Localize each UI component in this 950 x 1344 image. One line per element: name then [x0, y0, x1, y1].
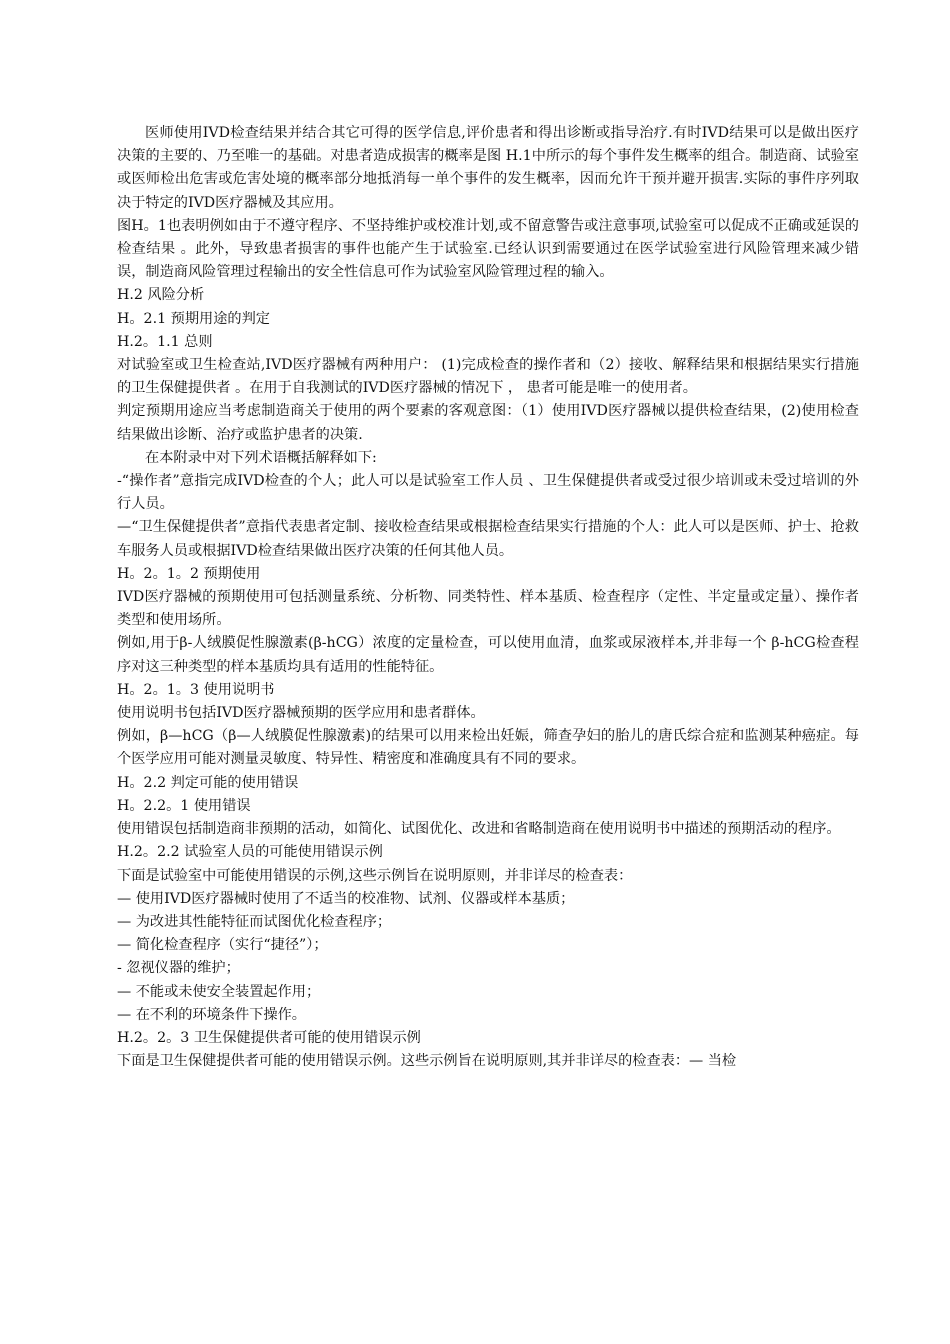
paragraph-provider-errors-intro: 下面是卫生保健提供者可能的使用错误示例。这些示例旨在说明原则,其并非详尽的检查表：— 当检 [117, 1053, 737, 1070]
paragraph-intended-use-elements: 判定预期用途应当考虑制造商关于使用的两个要素的客观意图：（1）使用IVD医疗器械以提供检查结果，(2)使用检查结果做出诊断、治疗或监护患者的决策. [117, 403, 859, 443]
heading-h2-2-use-errors: H。2.2 判定可能的使用错误 [117, 774, 299, 791]
list-item-optimize-procedure: — 为改进其性能特征而试图优化检查程序； [117, 913, 392, 930]
heading-h2-1-3-instructions: H。2。1。3 使用说明书 [117, 681, 275, 698]
list-item-ignore-maintenance: - 忽视仪器的维护； [117, 960, 240, 977]
paragraph-hcg-example: 例如,用于β-人绒膜促性腺激素(β-hCG）浓度的定量检查，可以使用血清，血浆或尿液样本,并非每一个 β-hCG检查程序对这三种类型的样本基质均具有适用的性能特征。 [117, 635, 859, 675]
heading-h2-2-2-lab-errors: H.2。2.2 试验室人员的可能使用错误示例 [117, 844, 383, 861]
paragraph-term-operator: -“操作者”意指完成IVD检查的个人；此人可以是试验室工作人员 、卫生保健提供者或受过很少培训或未受过培训的外行人员。 [117, 473, 859, 513]
list-item-adverse-conditions: — 在不利的环境条件下操作。 [117, 1006, 306, 1023]
list-item-safety-devices: — 不能或未使安全装置起作用； [117, 983, 321, 1000]
paragraph-intended-use-scope: IVD医疗器械的预期使用可包括测量系统、分析物、同类特性、样本基质、检查程序（定性、半定量或定量）、操作者类型和使用场所。 [117, 589, 859, 629]
paragraph-term-healthcare-provider: —“卫生保健提供者”意指代表患者定制、接收检查结果或根据检查结果实行措施的个人：此人可以是医师、护士、抢救车服务人员或根据IVD检查结果做出医疗决策的任何其他人员。 [117, 519, 859, 559]
heading-h2-risk-analysis: H.2 风险分析 [117, 287, 205, 304]
paragraph-terms-intro: 在本附录中对下列术语概括解释如下: [145, 449, 377, 466]
document-body [117, 122, 859, 1073]
paragraph-instructions-scope: 使用说明书包括IVD医疗器械预期的医学应用和患者群体。 [117, 705, 485, 722]
paragraph-figure-h1-note: 图H。1也表明例如由于不遵守程序、不坚持维护或校准计划,或不留意警告或注意事项,试验室可以促成不正确或延误的检查结果 。此外，导致患者损害的事件也能产生于试验室.已经认识到需要通过在医学试验室进行风险管理来减少错误，制造商风险管理过程输出的安全性信息可作为试验室风险管理过程的输入。 [117, 217, 859, 281]
heading-h2-1-intended-use: H。2.1 预期用途的判定 [117, 310, 270, 327]
paragraph-lab-errors-intro: 下面是试验室中可能使用错误的示例,这些示例旨在说明原则，并非详尽的检查表： [117, 867, 633, 884]
list-item-shortcut: — 简化检查程序（实行“捷径”）； [117, 937, 328, 954]
heading-h2-1-2-intended-use: H。2。1。2 预期使用 [117, 565, 261, 582]
heading-h2-2-1-use-error: H。2.2。1 使用错误 [117, 797, 251, 814]
paragraph-use-error-definition: 使用错误包括制造商非预期的活动，如简化、试图优化、改进和省略制造商在使用说明书中描述的预期活动的程序。 [117, 821, 841, 838]
paragraph-two-user-types: 对试验室或卫生检查站,IVD医疗器械有两种用户： (1)完成检查的操作者和（2）接收、解释结果和根据结果实行措施的卫生保健提供者 。在用于自我测试的IVD医疗器械的情况下 ， 患者可能是唯一的使用者。 [117, 357, 859, 397]
heading-h2-2-3-provider-errors: H.2。2。3 卫生保健提供者可能的使用错误示例 [117, 1029, 421, 1046]
paragraph-ivd-results-usage: 医师使用IVD检查结果并结合其它可得的医学信息,评价患者和得出诊断或指导治疗.有时IVD结果可以是做出医疗决策的主要的、乃至唯一的基础。对患者造成损害的概率是图 H.1中所示的每个事件发生概率的组合。制造商、试验室或医师检出危害或危害处境的概率部分地抵消每一单个事件的发生概率，因而允许干预并避开损害.实际的事件序列取决于特定的IVD医疗器械及其应用。 [117, 125, 859, 211]
list-item-inappropriate-materials: — 使用IVD医疗器械时使用了不适当的校准物、试剂、仪器或样本基质； [117, 890, 575, 907]
heading-h2-1-1-general: H.2。1.1 总则 [117, 333, 213, 350]
paragraph-hcg-applications: 例如，β—hCG（β—人绒膜促性腺激素)的结果可以用来检出妊娠，筛查孕妇的胎儿的唐氏综合症和监测某种癌症。每个医学应用可能对测量灵敏度、特异性、精密度和准确度具有不同的要求。 [117, 728, 859, 768]
